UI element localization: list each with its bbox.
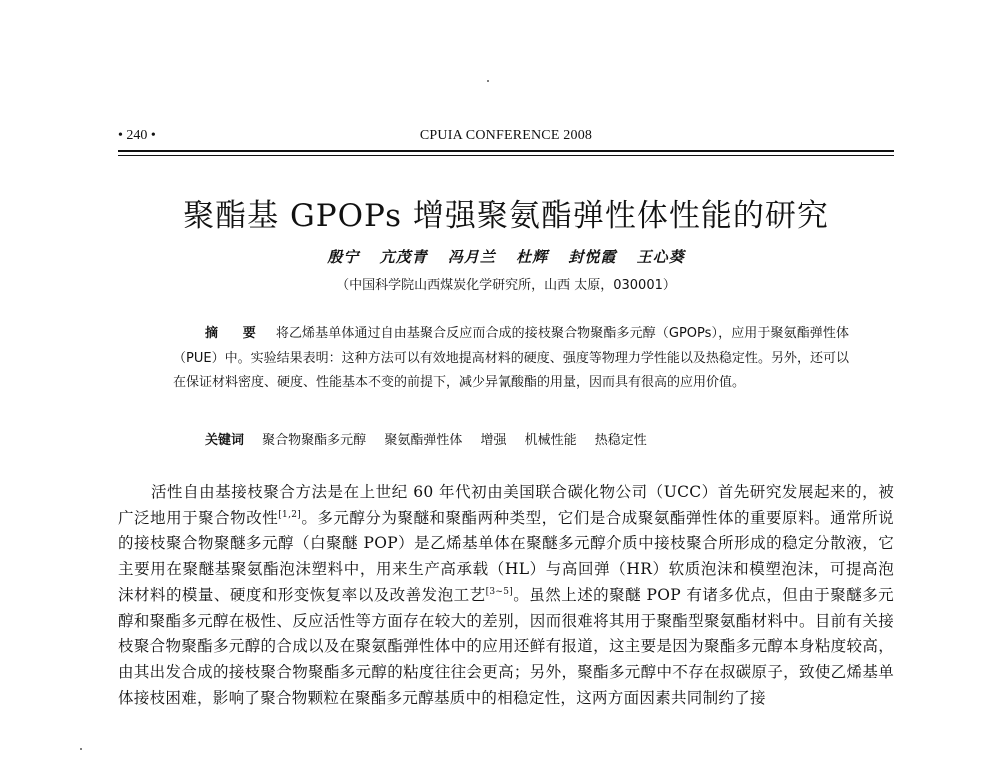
conference-name: CPUIA CONFERENCE 2008 xyxy=(419,128,593,143)
author: 王心葵 xyxy=(636,248,685,266)
author: 亢茂青 xyxy=(379,248,428,266)
scan-speck xyxy=(487,80,489,82)
header-rule-thick xyxy=(118,150,894,152)
affiliation: （中国科学院山西煤炭化学研究所，山西 太原，030001） xyxy=(336,278,676,293)
body-text-part: 活性自由基接枝聚合方法是在上世纪 60 年代初由美国联合碳化物公司（UCC）首先研究发展起来的，被广泛地用于聚合物改性 xyxy=(118,483,894,527)
author: 杜辉 xyxy=(516,248,549,266)
keywords xyxy=(205,429,855,448)
keyword: 机械性能 xyxy=(524,433,577,448)
abstract xyxy=(173,322,849,396)
running-header xyxy=(118,128,894,150)
body-text-part: 。多元醇分为聚醚和聚酯两种类型，它们是合成聚氨酯弹性体的重要原料。通常所说的接枝聚合物聚醚多元醇（白聚醚 POP）是乙烯基单体在聚醚多元醇介质中接枝聚合所形成的稳定分散液，它主要用在聚醚基聚氨酯泡沫塑料中，用来生产高承载（HL）与高回弹（HR）软质泡沫和模塑泡沫，可提高泡沫材料的模量、硬度和形变恢复率以及改善发泡工艺 xyxy=(118,508,894,604)
keyword: 热稳定性 xyxy=(594,433,647,448)
paper-title: 聚酯基 GPOPs 增强聚氨酯弹性体性能的研究 xyxy=(183,198,829,234)
author-list xyxy=(118,246,894,267)
abstract-label: 摘 要 xyxy=(205,326,266,341)
author: 封悦霞 xyxy=(568,248,617,266)
body-text-part: 。虽然上述的聚醚 POP 有诸多优点，但由于聚醚多元醇和聚酯多元醇在极性、反应活性等方面存在较大的差别，因而很难将其用于聚酯型聚氨酯材料中。目前有关接枝聚合物聚酯多元醇的合成以及在聚氨酯弹性体中的应用还鲜有报道，这主要是因为聚酯多元醇本身粘度较高，由其出发合成的接枝聚合物聚酯多元醇的粘度往往会更高；另外，聚酯多元醇中不存在叔碳原子，致使乙烯基单体接枝困难，影响了聚合物颗粒在聚酯多元醇基质中的相稳定性，这两方面因素共同制约了接 xyxy=(118,585,894,707)
keyword: 增强 xyxy=(480,433,507,448)
abstract-text: 将乙烯基单体通过自由基聚合反应而合成的接枝聚合物聚酯多元醇（GPOPs），应用于聚氨酯弹性体（PUE）中。实验结果表明：这种方法可以有效地提高材料的硬度、强度等物理力学性能以及热稳定性。另外，还可以在保证材料密度、硬度、性能基本不变的前提下，减少异氰酸酯的用量，因而具有很高的应用价值。 xyxy=(173,326,850,390)
page-number: • 240 • xyxy=(118,128,156,143)
header-rule-thin xyxy=(118,155,894,156)
citation: [3~5] xyxy=(485,586,514,597)
citation: [1,2] xyxy=(278,509,302,520)
keyword: 聚氨酯弹性体 xyxy=(384,433,463,448)
body-paragraph xyxy=(118,480,894,711)
keyword: 聚合物聚酯多元醇 xyxy=(262,433,367,448)
keywords-label: 关键词 xyxy=(205,433,245,448)
author: 冯月兰 xyxy=(447,248,496,266)
author: 殷宁 xyxy=(327,248,360,266)
scan-speck xyxy=(80,748,82,750)
